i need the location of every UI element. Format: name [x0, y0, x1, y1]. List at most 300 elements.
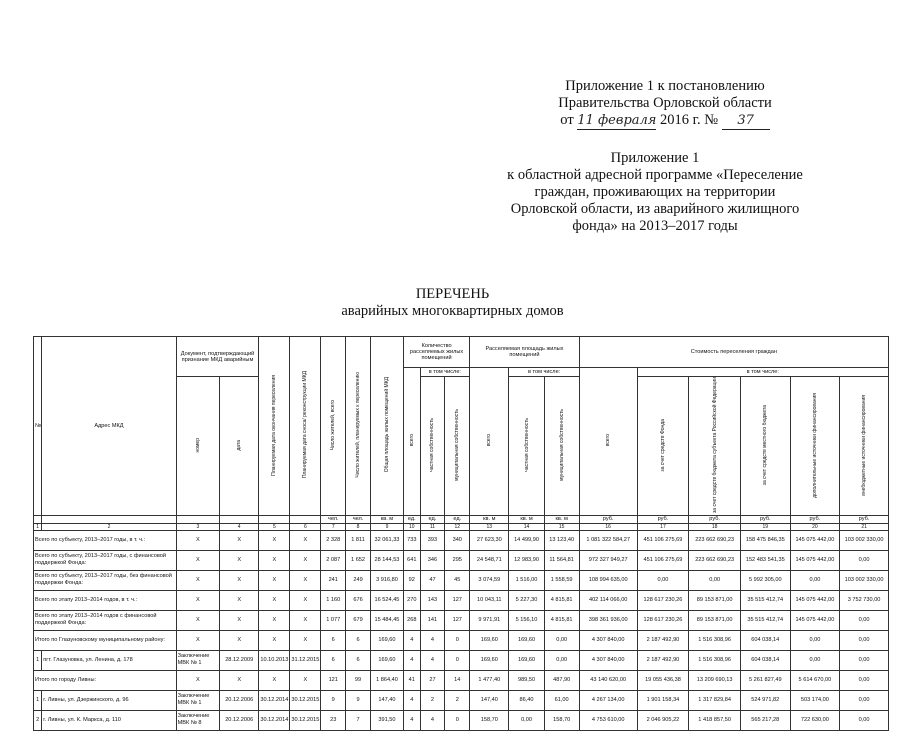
- value-cell: Заключение МВК № 8: [176, 710, 219, 730]
- value-cell: 0,00: [840, 550, 889, 570]
- value-cell: 641: [404, 550, 421, 570]
- value-cell: 41: [404, 670, 421, 690]
- value-cell: 1 516 308,96: [689, 630, 741, 650]
- value-cell: 0,00: [509, 710, 544, 730]
- value-cell: X: [220, 570, 259, 590]
- summary-label-cell: Всего по субъекту, 2013–2017 годы, без финансовой поддержки Фонда:: [34, 570, 177, 590]
- area-municipal-header: [544, 377, 579, 516]
- unit-cell: кв. м: [370, 515, 403, 523]
- value-cell: 733: [404, 530, 421, 550]
- summary-label-cell: Всего по этапу 2013–2014 годов с финансовой поддержкой Фонда:: [34, 610, 177, 630]
- value-cell: 43 140 620,00: [579, 670, 637, 690]
- value-cell: 346: [420, 550, 445, 570]
- cost-region-label: за счет средств бюджета субъекта Российской Федерации: [711, 377, 718, 513]
- value-cell: 5 156,10: [509, 610, 544, 630]
- value-cell: X: [220, 550, 259, 570]
- unit-cell: чел.: [321, 515, 346, 523]
- value-cell: 145 075 442,00: [790, 550, 840, 570]
- value-cell: 9: [346, 690, 371, 710]
- value-cell: 169,60: [470, 650, 509, 670]
- summary-row: [34, 550, 889, 570]
- unit-cell: руб.: [840, 515, 889, 523]
- unit-cell: руб.: [740, 515, 790, 523]
- value-cell: 10.10.2013: [259, 650, 290, 670]
- value-cell: X: [176, 610, 219, 630]
- unit-cell: [259, 515, 290, 523]
- cost-total-label: всего: [605, 434, 612, 447]
- column-index-cell: 7: [321, 523, 346, 530]
- value-cell: 4: [420, 650, 445, 670]
- address-cell: г. Ливны, ул. Дзержинского, д. 96: [42, 690, 176, 710]
- value-cell: 169,60: [470, 630, 509, 650]
- value-cell: 19 055 436,38: [637, 670, 689, 690]
- summary-row: [34, 610, 889, 630]
- value-cell: 30.12.2014: [259, 710, 290, 730]
- cost-extra-header: [840, 377, 889, 516]
- value-cell: 145 075 442,00: [790, 530, 840, 550]
- unit-cell: руб.: [689, 515, 741, 523]
- value-cell: 15 484,45: [370, 610, 403, 630]
- value-cell: 6: [346, 630, 371, 650]
- column-index-cell: 16: [579, 523, 637, 530]
- area-private-label: частная собственность: [523, 418, 530, 472]
- value-cell: 1 160: [321, 590, 346, 610]
- cost-group-header: Стоимость переселения граждан: [579, 337, 888, 368]
- col-address-header: Адрес МКД: [42, 337, 176, 516]
- value-cell: 13 123,40: [544, 530, 579, 550]
- summary-row: [34, 570, 889, 590]
- value-cell: 249: [346, 570, 371, 590]
- value-cell: 30.12.2015: [290, 710, 321, 730]
- value-cell: 11 564,81: [544, 550, 579, 570]
- handwritten-date: 11 февраля: [577, 113, 657, 128]
- value-cell: X: [176, 590, 219, 610]
- value-cell: 2 046 905,22: [637, 710, 689, 730]
- value-cell: 4 307 840,00: [579, 650, 637, 670]
- value-cell: X: [220, 670, 259, 690]
- value-cell: Заключение МВК № 1: [176, 690, 219, 710]
- value-cell: X: [290, 550, 321, 570]
- summary-label-cell: Итого по Глазуновскому муниципальному району:: [34, 630, 177, 650]
- value-cell: 4 307 840,00: [579, 630, 637, 650]
- col-residents-plan-header: [346, 337, 371, 516]
- value-cell: 972 327 949,27: [579, 550, 637, 570]
- value-cell: 1 652: [346, 550, 371, 570]
- value-cell: 108 994 635,00: [579, 570, 637, 590]
- value-cell: 241: [321, 570, 346, 590]
- column-index-cell: 8: [346, 523, 371, 530]
- value-cell: 0: [445, 630, 470, 650]
- units-row: [34, 515, 889, 523]
- value-cell: 4: [404, 710, 421, 730]
- total-area-label: Общая площадь жилых помещений МКД: [383, 377, 390, 473]
- value-cell: 5 261 827,49: [740, 670, 790, 690]
- area-private-header: [509, 377, 544, 516]
- value-cell: 1 081 322 584,27: [579, 530, 637, 550]
- value-cell: 398 361 936,00: [579, 610, 637, 630]
- count-incl-header: в том числе:: [420, 368, 470, 377]
- value-cell: 13 209 690,13: [689, 670, 741, 690]
- unit-cell: чел.: [346, 515, 371, 523]
- appendix-line-2: к областной адресной программе «Переселение: [507, 167, 803, 183]
- value-cell: 145 075 442,00: [790, 610, 840, 630]
- value-cell: 565 217,28: [740, 710, 790, 730]
- value-cell: X: [259, 550, 290, 570]
- column-index-cell: 18: [689, 523, 741, 530]
- value-cell: 722 630,00: [790, 710, 840, 730]
- value-cell: 147,40: [470, 690, 509, 710]
- cost-local-header: [740, 377, 790, 516]
- value-cell: 1 477,40: [470, 670, 509, 690]
- value-cell: 127: [445, 610, 470, 630]
- header-line-2: Правительства Орловской области: [558, 95, 772, 111]
- value-cell: 27: [420, 670, 445, 690]
- value-cell: 487,90: [544, 670, 579, 690]
- summary-label-cell: Всего по субъекту, 2013–2017 годы, в т. ч.:: [34, 530, 177, 550]
- unit-cell: руб.: [579, 515, 637, 523]
- value-cell: 340: [445, 530, 470, 550]
- column-index-cell: 9: [370, 523, 403, 530]
- value-cell: 391,50: [370, 710, 403, 730]
- count-private-label: частная собственность: [429, 418, 436, 472]
- value-cell: X: [176, 570, 219, 590]
- cost-additional-header: [790, 377, 840, 516]
- column-index-cell: 14: [509, 523, 544, 530]
- value-cell: 3 916,80: [370, 570, 403, 590]
- value-cell: 30.12.2014: [259, 690, 290, 710]
- value-cell: 145 075 442,00: [790, 590, 840, 610]
- value-cell: 141: [420, 610, 445, 630]
- value-cell: 30.12.2015: [290, 690, 321, 710]
- value-cell: X: [290, 590, 321, 610]
- value-cell: 2: [420, 690, 445, 710]
- value-cell: 4: [404, 630, 421, 650]
- address-cell: пгт. Глазуновка, ул. Ленина, д. 178: [42, 650, 176, 670]
- value-cell: 1 077: [321, 610, 346, 630]
- value-cell: 268: [404, 610, 421, 630]
- value-cell: 0,00: [544, 630, 579, 650]
- value-cell: 0,00: [637, 570, 689, 590]
- unit-cell: кв. м: [544, 515, 579, 523]
- cost-additional-label: дополнительные источники финансирования: [811, 392, 818, 498]
- summary-row: [34, 670, 889, 690]
- appendix-line-3: граждан, проживающих на территории: [534, 184, 776, 200]
- count-total-label: всего: [408, 434, 415, 447]
- value-cell: 1 558,59: [544, 570, 579, 590]
- value-cell: X: [176, 550, 219, 570]
- value-cell: 451 106 275,69: [637, 550, 689, 570]
- header-date-line: [535, 112, 795, 130]
- value-cell: 20.12.2006: [220, 710, 259, 730]
- value-cell: 152 483 541,35: [740, 550, 790, 570]
- value-cell: 451 106 275,69: [637, 530, 689, 550]
- value-cell: 2 187 492,90: [637, 630, 689, 650]
- col-planned-demolition-header: [290, 337, 321, 516]
- value-cell: 35 515 412,74: [740, 610, 790, 630]
- value-cell: 0,00: [840, 670, 889, 690]
- value-cell: 23: [321, 710, 346, 730]
- value-cell: 0,00: [840, 650, 889, 670]
- planned-end-label: Планируемая дата окончания переселения: [271, 374, 278, 476]
- value-cell: 27 623,30: [470, 530, 509, 550]
- value-cell: X: [259, 570, 290, 590]
- value-cell: 4 815,81: [544, 610, 579, 630]
- house-row: [34, 710, 889, 730]
- value-cell: X: [176, 670, 219, 690]
- column-index-cell: 1: [34, 523, 42, 530]
- date-prefix: от: [560, 112, 574, 128]
- value-cell: 4: [420, 630, 445, 650]
- value-cell: X: [259, 630, 290, 650]
- column-index-cell: 11: [420, 523, 445, 530]
- value-cell: 1 317 829,84: [689, 690, 741, 710]
- value-cell: 89 153 871,00: [689, 610, 741, 630]
- value-cell: 0: [445, 650, 470, 670]
- unit-cell: [176, 515, 219, 523]
- col-doc-number-header: [176, 377, 219, 516]
- value-cell: 12 983,90: [509, 550, 544, 570]
- value-cell: 270: [404, 590, 421, 610]
- appendix-line-5: фонда» на 2013–2017 годы: [572, 218, 738, 234]
- value-cell: 47: [420, 570, 445, 590]
- cost-fund-header: [637, 377, 689, 516]
- doc-date-label: дата: [236, 439, 243, 451]
- column-index-cell: 12: [445, 523, 470, 530]
- column-index-row: [34, 523, 889, 530]
- value-cell: X: [259, 530, 290, 550]
- unit-cell: руб.: [637, 515, 689, 523]
- value-cell: 0,00: [790, 570, 840, 590]
- residents-plan-label: Число жителей, планируемых к переселению: [355, 372, 362, 478]
- cost-region-header: [689, 377, 741, 516]
- value-cell: 2 087: [321, 550, 346, 570]
- row-number-cell: 2: [34, 710, 42, 730]
- value-cell: 0,00: [689, 570, 741, 590]
- value-cell: 169,60: [370, 650, 403, 670]
- cost-fund-label: за счет средств Фонда: [659, 418, 666, 472]
- header-line-1: Приложение 1 к постановлению: [565, 78, 765, 94]
- column-index-cell: 21: [840, 523, 889, 530]
- value-cell: X: [176, 630, 219, 650]
- value-cell: 28.12.2009: [220, 650, 259, 670]
- value-cell: 92: [404, 570, 421, 590]
- value-cell: X: [259, 590, 290, 610]
- value-cell: 7: [346, 710, 371, 730]
- count-group-header: Количество расселяемых жилых помещений: [404, 337, 470, 368]
- value-cell: X: [220, 530, 259, 550]
- value-cell: X: [290, 670, 321, 690]
- unit-cell: ед.: [445, 515, 470, 523]
- value-cell: 2: [445, 690, 470, 710]
- address-cell: г. Ливны, ул. К. Маркса, д. 110: [42, 710, 176, 730]
- value-cell: 9: [321, 690, 346, 710]
- value-cell: X: [220, 630, 259, 650]
- area-municipal-label: муниципальная собственность: [558, 409, 565, 481]
- value-cell: 604 038,14: [740, 630, 790, 650]
- residents-label: Число жителей, всего: [330, 399, 337, 451]
- value-cell: 4: [404, 650, 421, 670]
- value-cell: 604 038,14: [740, 650, 790, 670]
- value-cell: 128 617 230,26: [637, 610, 689, 630]
- title-line-1: ПЕРЕЧЕНЬ: [415, 286, 490, 302]
- value-cell: 5 992 305,00: [740, 570, 790, 590]
- summary-row: [34, 630, 889, 650]
- value-cell: 0,00: [840, 610, 889, 630]
- value-cell: 0,00: [840, 630, 889, 650]
- emergency-houses-table: [33, 336, 889, 731]
- value-cell: 393: [420, 530, 445, 550]
- unit-cell: руб.: [790, 515, 840, 523]
- house-row: [34, 650, 889, 670]
- value-cell: 6: [346, 650, 371, 670]
- column-index-cell: 2: [42, 523, 176, 530]
- value-cell: 503 174,00: [790, 690, 840, 710]
- count-total-header: [404, 368, 421, 516]
- row-number-cell: 1: [34, 650, 42, 670]
- value-cell: 14: [445, 670, 470, 690]
- value-cell: 0,00: [544, 650, 579, 670]
- area-total-label: всего: [486, 434, 493, 447]
- value-cell: 16 524,45: [370, 590, 403, 610]
- value-cell: X: [259, 610, 290, 630]
- value-cell: 14 499,90: [509, 530, 544, 550]
- value-cell: 2 328: [321, 530, 346, 550]
- cost-total-header: [579, 368, 637, 516]
- count-municipal-header: [445, 377, 470, 516]
- area-total-header: [470, 368, 509, 516]
- column-index-cell: 15: [544, 523, 579, 530]
- cost-extra-label: внебюджетные источники финансирования: [861, 394, 868, 496]
- value-cell: X: [259, 670, 290, 690]
- appendix-line-4: Орловской области, из аварийного жилищного: [510, 201, 800, 217]
- value-cell: 10 043,11: [470, 590, 509, 610]
- count-municipal-label: муниципальная собственность: [454, 409, 461, 481]
- count-private-header: [420, 377, 445, 516]
- unit-cell: [290, 515, 321, 523]
- program-appendix-header: [495, 150, 815, 235]
- value-cell: X: [290, 630, 321, 650]
- value-cell: 24 548,71: [470, 550, 509, 570]
- value-cell: 4 267 134,00: [579, 690, 637, 710]
- unit-cell: [220, 515, 259, 523]
- value-cell: 2 187 492,90: [637, 650, 689, 670]
- value-cell: 295: [445, 550, 470, 570]
- value-cell: 6: [321, 630, 346, 650]
- value-cell: Заключение МВК № 1: [176, 650, 219, 670]
- col-planned-end-header: [259, 337, 290, 516]
- column-index-cell: 10: [404, 523, 421, 530]
- value-cell: 3 752 730,00: [840, 590, 889, 610]
- value-cell: 20.12.2006: [220, 690, 259, 710]
- value-cell: 169,60: [509, 650, 544, 670]
- house-row: [34, 690, 889, 710]
- value-cell: X: [220, 590, 259, 610]
- col-number-header: №: [34, 337, 42, 516]
- value-cell: 89 153 871,00: [689, 590, 741, 610]
- handwritten-number: 37: [722, 112, 770, 130]
- unit-cell: ед.: [404, 515, 421, 523]
- unit-cell: ед.: [420, 515, 445, 523]
- unit-cell: кв. м: [470, 515, 509, 523]
- value-cell: 31.12.2015: [290, 650, 321, 670]
- unit-cell: [42, 515, 176, 523]
- value-cell: 169,60: [509, 630, 544, 650]
- area-group-header: Расселяемая площадь жилых помещений: [470, 337, 580, 368]
- cost-local-label: за счет средств местного бюджета: [762, 404, 769, 486]
- value-cell: 158 475 846,35: [740, 530, 790, 550]
- value-cell: 103 002 330,00: [840, 530, 889, 550]
- column-index-cell: 5: [259, 523, 290, 530]
- summary-label-cell: Итого по городу Ливны:: [34, 670, 177, 690]
- value-cell: 524 971,82: [740, 690, 790, 710]
- value-cell: 402 114 066,00: [579, 590, 637, 610]
- doc-number-label: номер: [194, 437, 201, 453]
- area-incl-header: в том числе:: [509, 368, 579, 377]
- value-cell: 676: [346, 590, 371, 610]
- unit-cell: [34, 515, 42, 523]
- value-cell: 5 614 670,00: [790, 670, 840, 690]
- value-cell: X: [290, 610, 321, 630]
- column-index-cell: 19: [740, 523, 790, 530]
- value-cell: 989,50: [509, 670, 544, 690]
- summary-row: [34, 590, 889, 610]
- column-index-cell: 6: [290, 523, 321, 530]
- column-index-cell: 17: [637, 523, 689, 530]
- value-cell: X: [290, 530, 321, 550]
- value-cell: 0,00: [840, 710, 889, 730]
- value-cell: 147,40: [370, 690, 403, 710]
- value-cell: 127: [445, 590, 470, 610]
- column-index-cell: 13: [470, 523, 509, 530]
- title-line-2: аварийных многоквартирных домов: [341, 303, 564, 319]
- value-cell: 128 617 230,26: [637, 590, 689, 610]
- value-cell: 4: [404, 690, 421, 710]
- value-cell: 169,60: [370, 630, 403, 650]
- date-suffix: 2016 г. №: [660, 112, 719, 128]
- col-doc-date-header: [220, 377, 259, 516]
- col-total-area-header: [370, 337, 403, 516]
- value-cell: 1 864,40: [370, 670, 403, 690]
- value-cell: 1 811: [346, 530, 371, 550]
- value-cell: 3 074,59: [470, 570, 509, 590]
- value-cell: 158,70: [470, 710, 509, 730]
- document-title: [0, 286, 905, 320]
- value-cell: 28 144,53: [370, 550, 403, 570]
- col-residents-header: [321, 337, 346, 516]
- value-cell: 679: [346, 610, 371, 630]
- value-cell: 61,00: [544, 690, 579, 710]
- table-body: [34, 530, 889, 730]
- value-cell: 6: [321, 650, 346, 670]
- value-cell: 0: [445, 710, 470, 730]
- value-cell: 121: [321, 670, 346, 690]
- row-number-cell: 1: [34, 690, 42, 710]
- summary-row: [34, 530, 889, 550]
- value-cell: 4 815,81: [544, 590, 579, 610]
- value-cell: 1 901 158,34: [637, 690, 689, 710]
- value-cell: 4 753 610,00: [579, 710, 637, 730]
- col-document-header: Документ, подтверждающий признание МКД аварийным: [176, 337, 259, 377]
- value-cell: 86,40: [509, 690, 544, 710]
- value-cell: 4: [420, 710, 445, 730]
- value-cell: 1 418 857,50: [689, 710, 741, 730]
- value-cell: X: [290, 570, 321, 590]
- value-cell: 103 002 330,00: [840, 570, 889, 590]
- unit-cell: кв. м: [509, 515, 544, 523]
- column-index-cell: 20: [790, 523, 840, 530]
- value-cell: 1 516 308,96: [689, 650, 741, 670]
- cost-incl-header: в том числе:: [637, 368, 888, 377]
